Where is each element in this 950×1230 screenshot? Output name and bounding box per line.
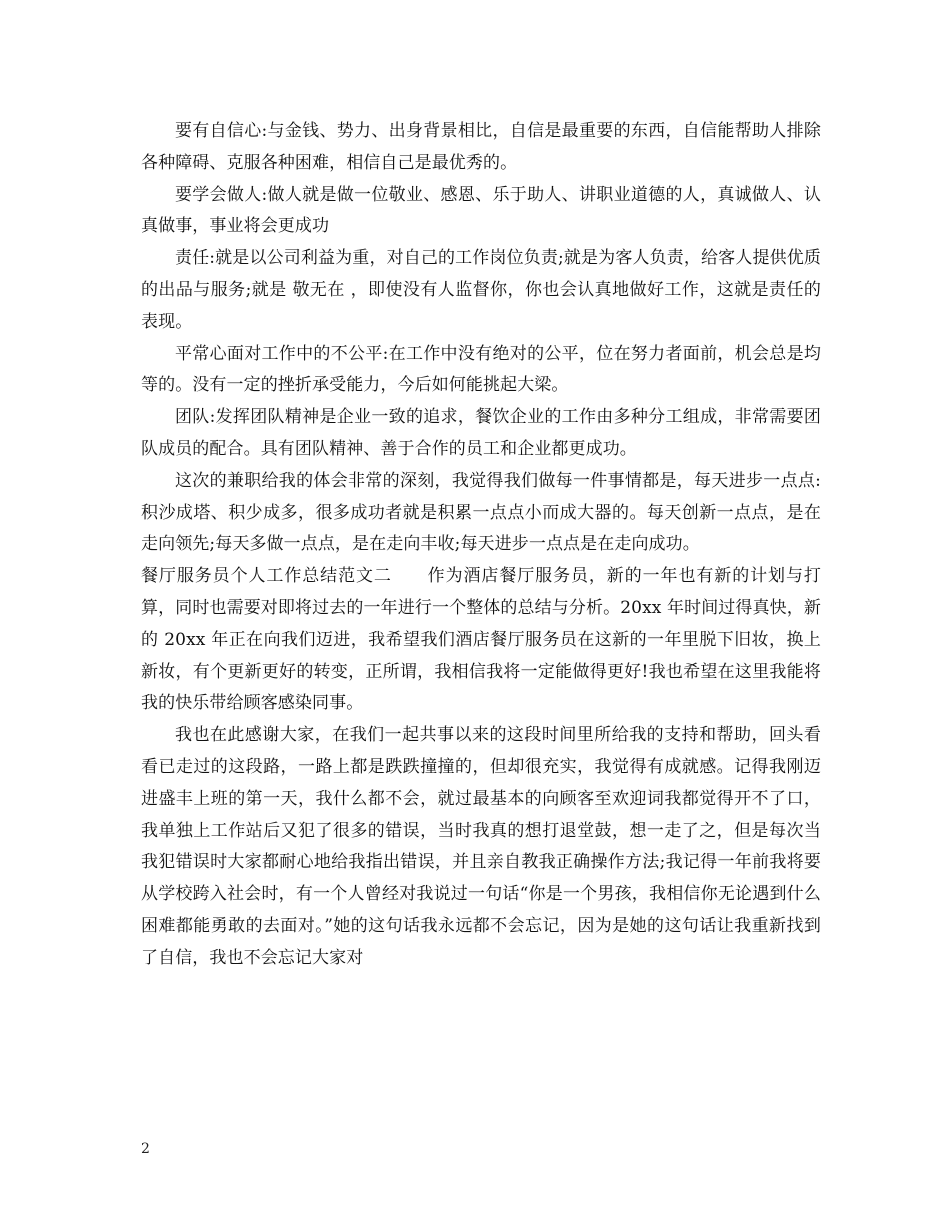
paragraph-fairness: 平常心面对工作中的不公平:在工作中没有绝对的公平，位在努力者面前，机会总是均等的。没有一定的挫折承受能力，今后如何能挑起大梁。 bbox=[141, 343, 821, 396]
paragraph-conduct: 要学会做人:做人就是做一位敬业、感恩、乐于助人、讲职业道德的人，真诚做人、认真做事，事业将会更成功 bbox=[141, 184, 821, 237]
paragraph-reflection: 这次的兼职给我的体会非常的深刻，我觉得我们做每一件事情都是，每天进步一点点:积沙成塔、积少成多，很多成功者就是积累一点点小而成大器的。每天创新一点点，是在走向领先;每天多做一点点，是在走向丰收;每天进步一点点是在走向成功。 bbox=[141, 470, 821, 555]
paragraph-teamwork: 团队:发挥团队精神是企业一致的追求，餐饮企业的工作由多种分工组成，非常需要团队成员的配合。具有团队精神、善于合作的员工和企业都更成功。 bbox=[141, 407, 821, 459]
paragraph-responsibility: 责任:就是以公司利益为重，对自己的工作岗位负责;就是为客人负责，给客人提供优质的出品与服务;就是 敬无在 ，即使没有人监督你，你也会认真地做好工作，这就是责任的表现。 bbox=[141, 248, 821, 332]
page-number: 2 bbox=[141, 1141, 150, 1157]
document-body bbox=[141, 116, 821, 975]
paragraph-confidence: 要有自信心:与金钱、势力、出身背景相比，自信是最重要的东西，自信能帮助人排除各种障碍、克服各种困难，相信自己是最优秀的。 bbox=[141, 121, 821, 173]
paragraph-sample-two: 餐厅服务员个人工作总结范文二 作为酒店餐厅服务员，新的一年也有新的计划与打算，同时也需要对即将过去的一年进行一个整体的总结与分析。20xx 年时间过得真快，新的 20xx 年正在向我们迈进，我希望我们酒店餐厅服务员在这新的一年里脱下旧妆，换上新妆，有个更新更好的转变，正所谓，我相信我将一定能做得更好!我也希望在这里我能将我的快乐带给顾客感染同事。 bbox=[141, 566, 821, 714]
paragraph-thanks: 我也在此感谢大家，在我们一起共事以来的这段时间里所给我的支持和帮助，回头看看已走过的这段路，一路上都是跌跌撞撞的，但却很充实，我觉得有成就感。记得我刚迈进盛丰上班的第一天，我什么都不会，就过最基本的向顾客至欢迎词我都觉得开不了口，我单独上工作站后又犯了很多的错误，当时我真的想打退堂鼓，想一走了之，但是每次当我犯错误时大家都耐心地给我指出错误，并且亲自教我正确操作方法;我记得一年前我将要从学校跨入社会时，有一个人曾经对我说过一句话“你是一个男孩，我相信你无论遇到什么困难都能勇敢的去面对。”她的这句话我永远都不会忘记，因为是她的这句话让我重新找到了自信，我也不会忘记大家对 bbox=[141, 725, 821, 968]
